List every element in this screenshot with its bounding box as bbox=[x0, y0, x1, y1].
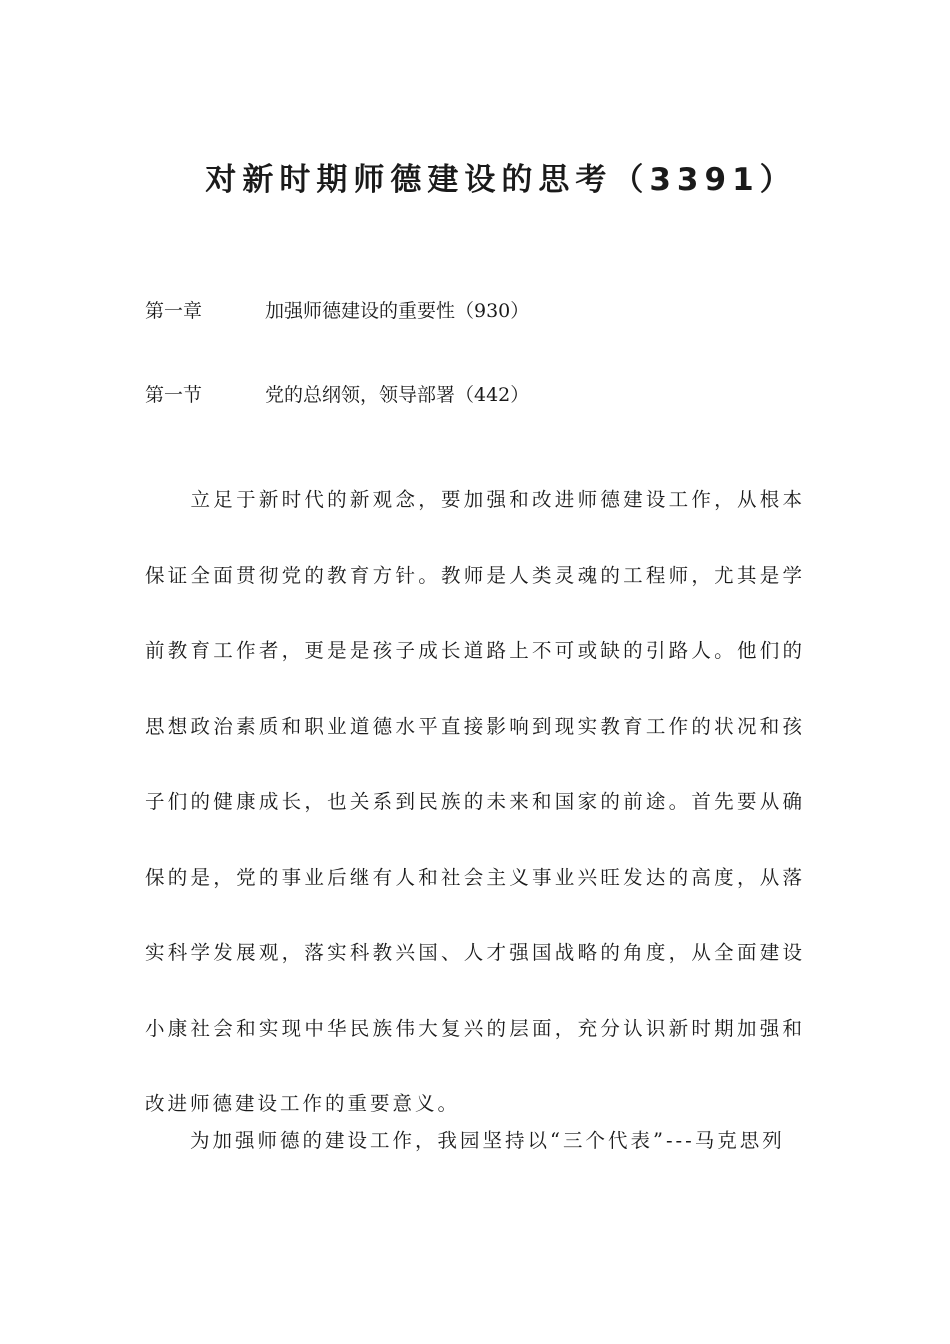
section-heading bbox=[145, 380, 529, 410]
chapter-heading bbox=[145, 296, 529, 326]
body-paragraph: 为加强师德的建设工作，我园坚持以“三个代表”---马克思列 bbox=[145, 1129, 785, 1152]
document-title: 对新时期师德建设的思考（3391） bbox=[205, 162, 797, 198]
chapter-number: 第一章 bbox=[145, 300, 203, 322]
body-paragraph: 立足于新时代的新观念，要加强和改进师德建设工作，从根本保证全面贯彻党的教育方针。教师是人类灵魂的工程师，尤其是学前教育工作者，更是是孩子成长道路上不可或缺的引路人。他们的思想政治素质和职业道德水平直接影响到现实教育工作的状况和孩子们的健康成长，也关系到民族的未来和国家的前途。首先要从确保的是，党的事业后继有人和社会主义事业兴旺发达的高度，从落实科学发展观，落实科教兴国、人才强国战略的角度，从全面建设小康社会和实现中华民族伟大复兴的层面，充分认识新时期加强和改进师德建设工作的重要意义。 bbox=[145, 488, 805, 1115]
chapter-title: 加强师德建设的重要性（930） bbox=[265, 300, 530, 322]
section-title: 党的总纲领，领导部署（442） bbox=[265, 384, 530, 406]
section-number: 第一节 bbox=[145, 384, 203, 406]
